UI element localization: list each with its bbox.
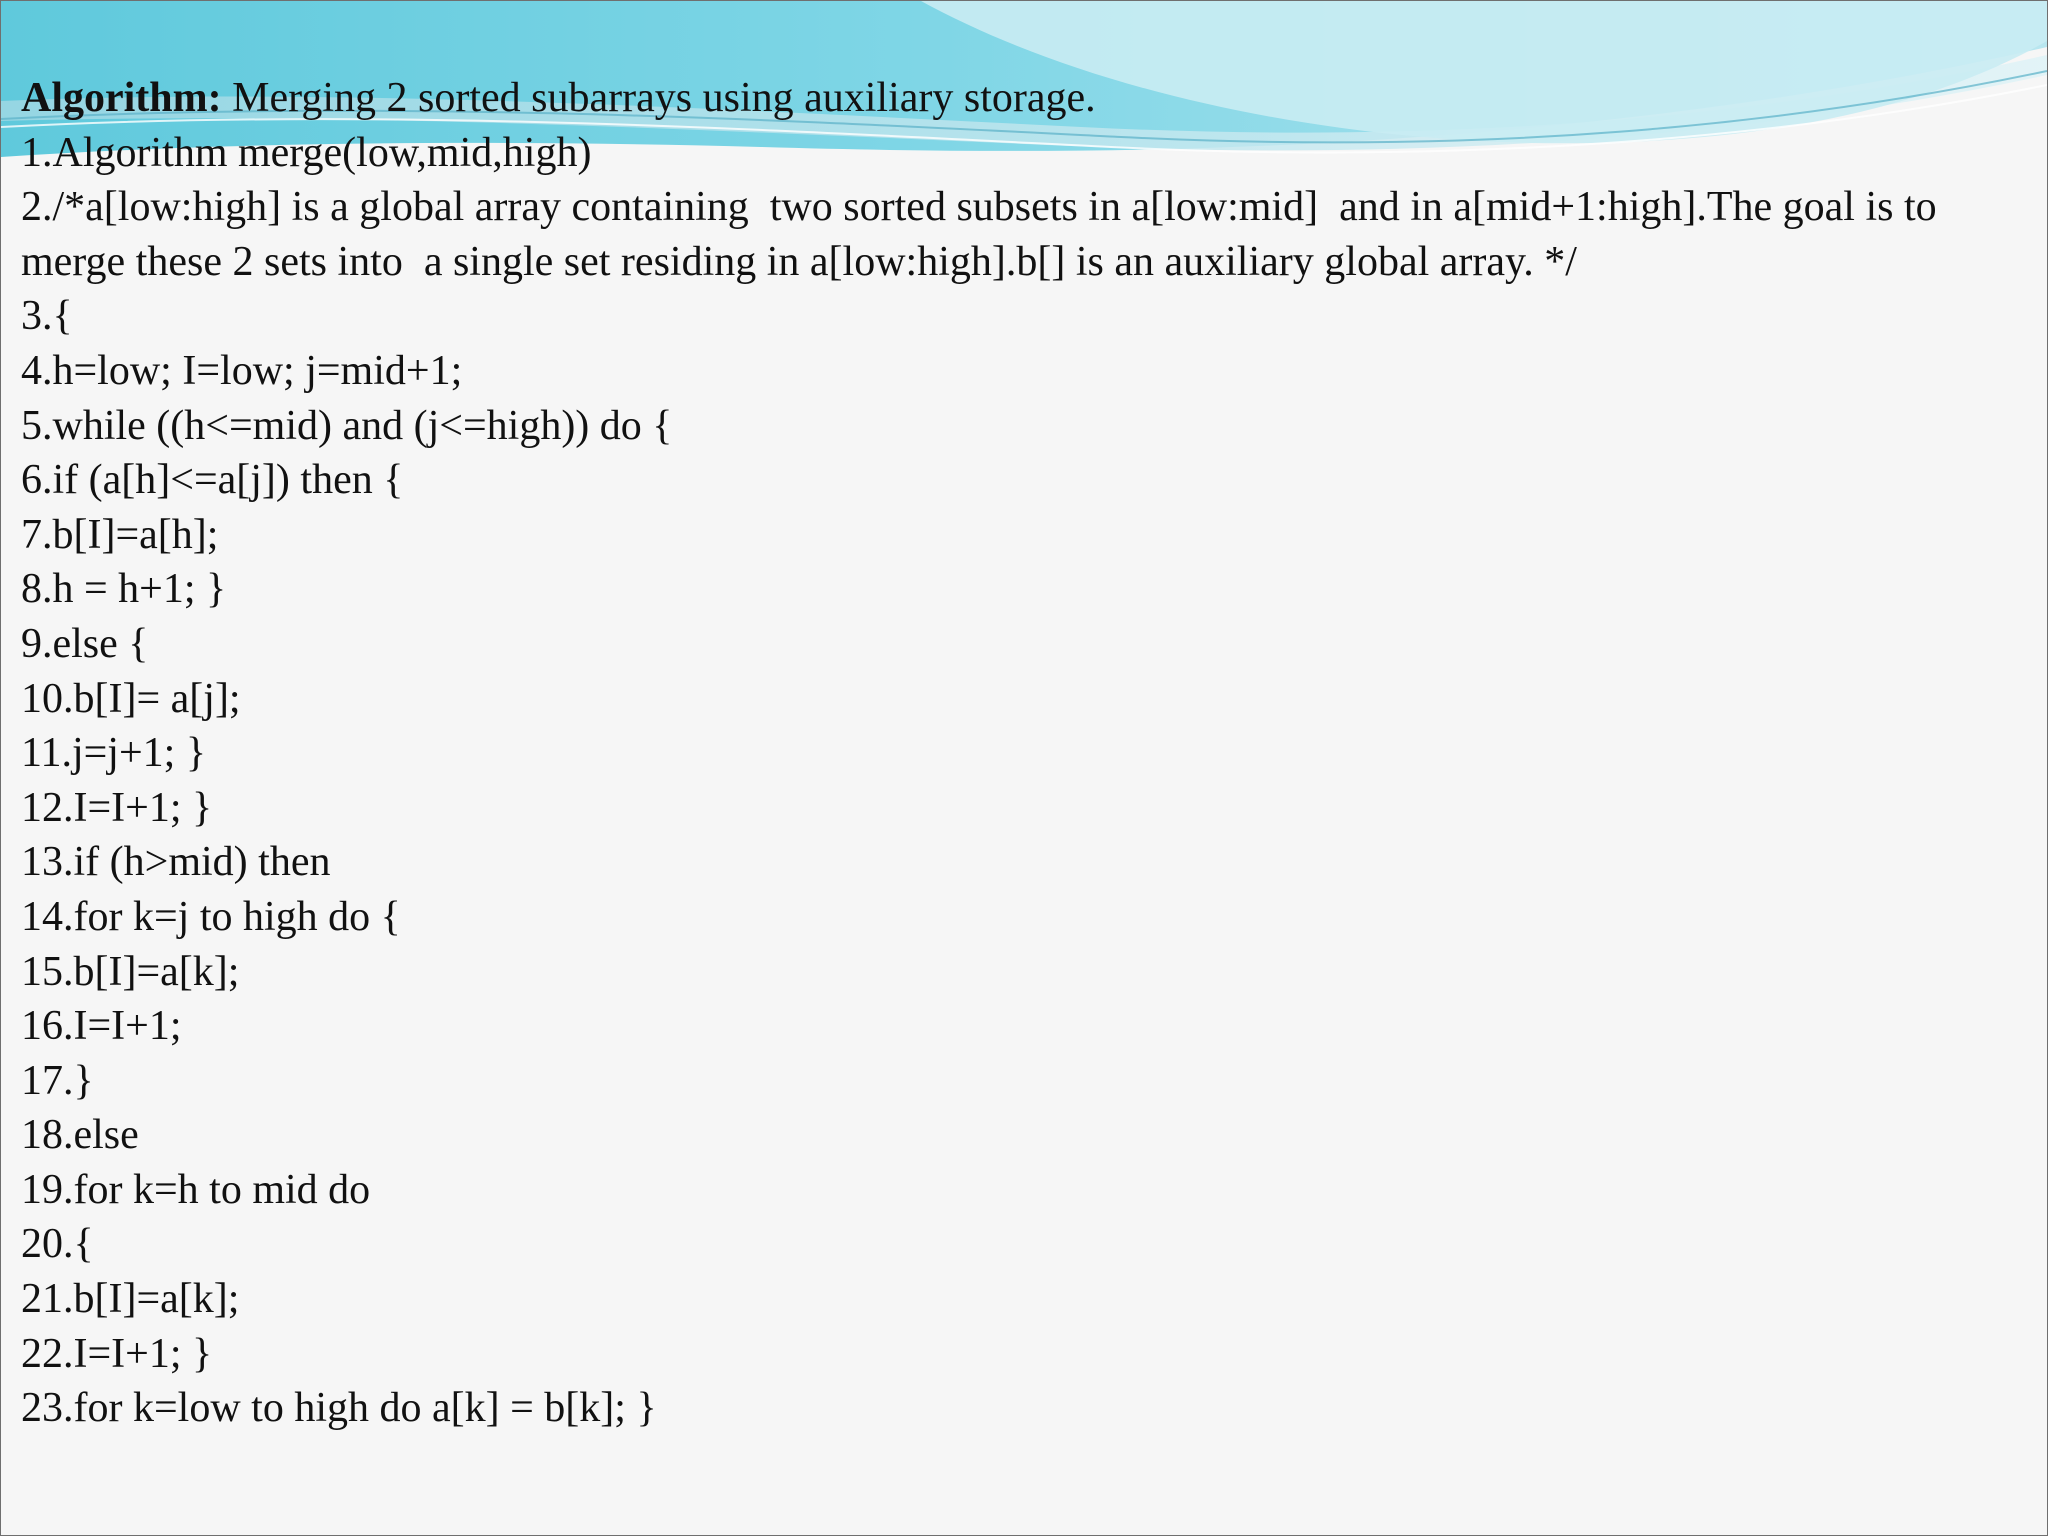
algorithm-line-20: 20.{: [21, 1221, 94, 1268]
algorithm-line-14: 14.for k=j to high do {: [21, 893, 401, 940]
algorithm-line-16: 16.I=I+1;: [21, 1003, 182, 1050]
algorithm-line-11: 11.j=j+1; }: [21, 730, 206, 777]
algorithm-line-12: 12.I=I+1; }: [21, 784, 213, 831]
heading-line: [21, 71, 2011, 126]
algorithm-line-19: 19.for k=h to mid do: [21, 1166, 371, 1213]
algorithm-line-18: 18.else: [21, 1112, 139, 1159]
algorithm-line-10: 10.b[I]= a[j];: [21, 675, 241, 722]
algorithm-line-1: 1.Algorithm merge(low,mid,high): [21, 129, 592, 176]
algorithm-line-13: 13.if (h>mid) then: [21, 839, 331, 886]
algorithm-line-9: 9.else {: [21, 620, 149, 667]
algorithm-line-23: 23.for k=low to high do a[k] = b[k]; }: [21, 1385, 657, 1432]
algorithm-line-8: 8.h = h+1; }: [21, 566, 227, 613]
algorithm-text: [21, 71, 2011, 1436]
algorithm-line-2: 2./*a[low:high] is a global array containing two sorted subsets in a[low:mid] and in a[mid+1:high].The goal is to merge these 2 sets into a single set residing in a[low:high].b[] is an auxiliary global array. */: [21, 184, 1948, 285]
algorithm-line-15: 15.b[I]=a[k];: [21, 948, 240, 995]
algorithm-line-7: 7.b[I]=a[h];: [21, 511, 219, 558]
algorithm-line-3: 3.{: [21, 293, 73, 340]
algorithm-line-17: 17.}: [21, 1057, 94, 1104]
algorithm-line-4: 4.h=low; I=low; j=mid+1;: [21, 347, 463, 394]
heading-label: Algorithm:: [21, 75, 222, 121]
heading-text: Merging 2 sorted subarrays using auxiliary storage.: [221, 75, 1096, 121]
algorithm-line-21: 21.b[I]=a[k];: [21, 1276, 240, 1323]
algorithm-line-5: 5.while ((h<=mid) and (j<=high)) do {: [21, 402, 673, 449]
algorithm-line-22: 22.I=I+1; }: [21, 1330, 213, 1377]
algorithm-line-6: 6.if (a[h]<=a[j]) then {: [21, 457, 404, 504]
